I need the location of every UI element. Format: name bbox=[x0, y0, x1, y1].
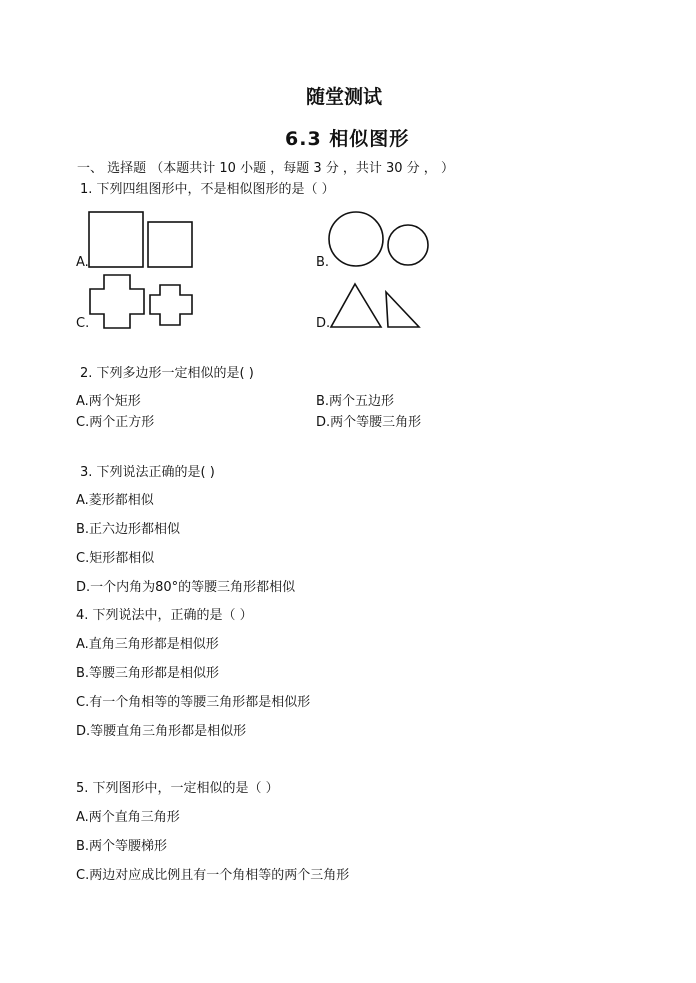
question-1-option-b: B. bbox=[316, 255, 330, 270]
figure-b-small-circle bbox=[388, 225, 428, 265]
question-3-stem: 3. 下列说法正确的是( ) bbox=[80, 465, 215, 480]
question-5-option-b: B.两个等腰梯形 bbox=[76, 839, 168, 854]
question-4-option-a: A.直角三角形都是相似形 bbox=[76, 637, 219, 652]
section-heading: 一、 选择题 （本题共计 10 小题 ，每题 3 分 ，共计 30 分 ， ） bbox=[77, 161, 454, 176]
question-2-stem: 2. 下列多边形一定相似的是( ) bbox=[80, 366, 254, 381]
figure-d-large-triangle bbox=[331, 284, 381, 327]
question-3-option-d: D.一个内角为80°的等腰三角形都相似 bbox=[76, 580, 296, 595]
question-4-option-c: C.有一个角相等的等腰三角形都是相似形 bbox=[76, 695, 311, 710]
figure-d-small-triangle bbox=[386, 292, 419, 327]
question-4-option-b: B.等腰三角形都是相似形 bbox=[76, 666, 220, 681]
page-subtitle: 6.3 相似图形 bbox=[285, 128, 410, 150]
figure-b-large-circle bbox=[329, 212, 383, 266]
question-5-option-a: A.两个直角三角形 bbox=[76, 810, 180, 825]
question-3-option-c: C.矩形都相似 bbox=[76, 551, 155, 566]
question-3-option-b: B.正六边形都相似 bbox=[76, 522, 181, 537]
question-3-option-a: A.菱形都相似 bbox=[76, 493, 154, 508]
figure-a-large-square bbox=[89, 212, 143, 267]
question-2-option-b: B.两个五边形 bbox=[316, 394, 395, 409]
question-1-option-c: C. bbox=[76, 316, 90, 331]
question-4-stem: 4. 下列说法中，正确的是（ ） bbox=[76, 608, 253, 623]
question-2-option-d: D.两个等腰三角形 bbox=[316, 415, 422, 430]
question-2-option-a: A.两个矩形 bbox=[76, 394, 141, 409]
question-5-stem: 5. 下列图形中，一定相似的是（ ） bbox=[76, 781, 279, 796]
question-1-stem: 1. 下列四组图形中，不是相似图形的是（ ） bbox=[80, 182, 335, 197]
question-1-option-d: D. bbox=[316, 316, 331, 331]
question-5-option-c: C.两边对应成比例且有一个角相等的两个三角形 bbox=[76, 868, 350, 883]
question-1-option-a: A. bbox=[76, 255, 89, 270]
figure-c-small-cross bbox=[150, 285, 192, 325]
figure-c-large-cross bbox=[90, 275, 144, 328]
question-4-option-d: D.等腰直角三角形都是相似形 bbox=[76, 724, 247, 739]
page-title: 随堂测试 bbox=[306, 86, 383, 108]
question-2-option-c: C.两个正方形 bbox=[76, 415, 155, 430]
figure-a-small-square bbox=[148, 222, 192, 267]
